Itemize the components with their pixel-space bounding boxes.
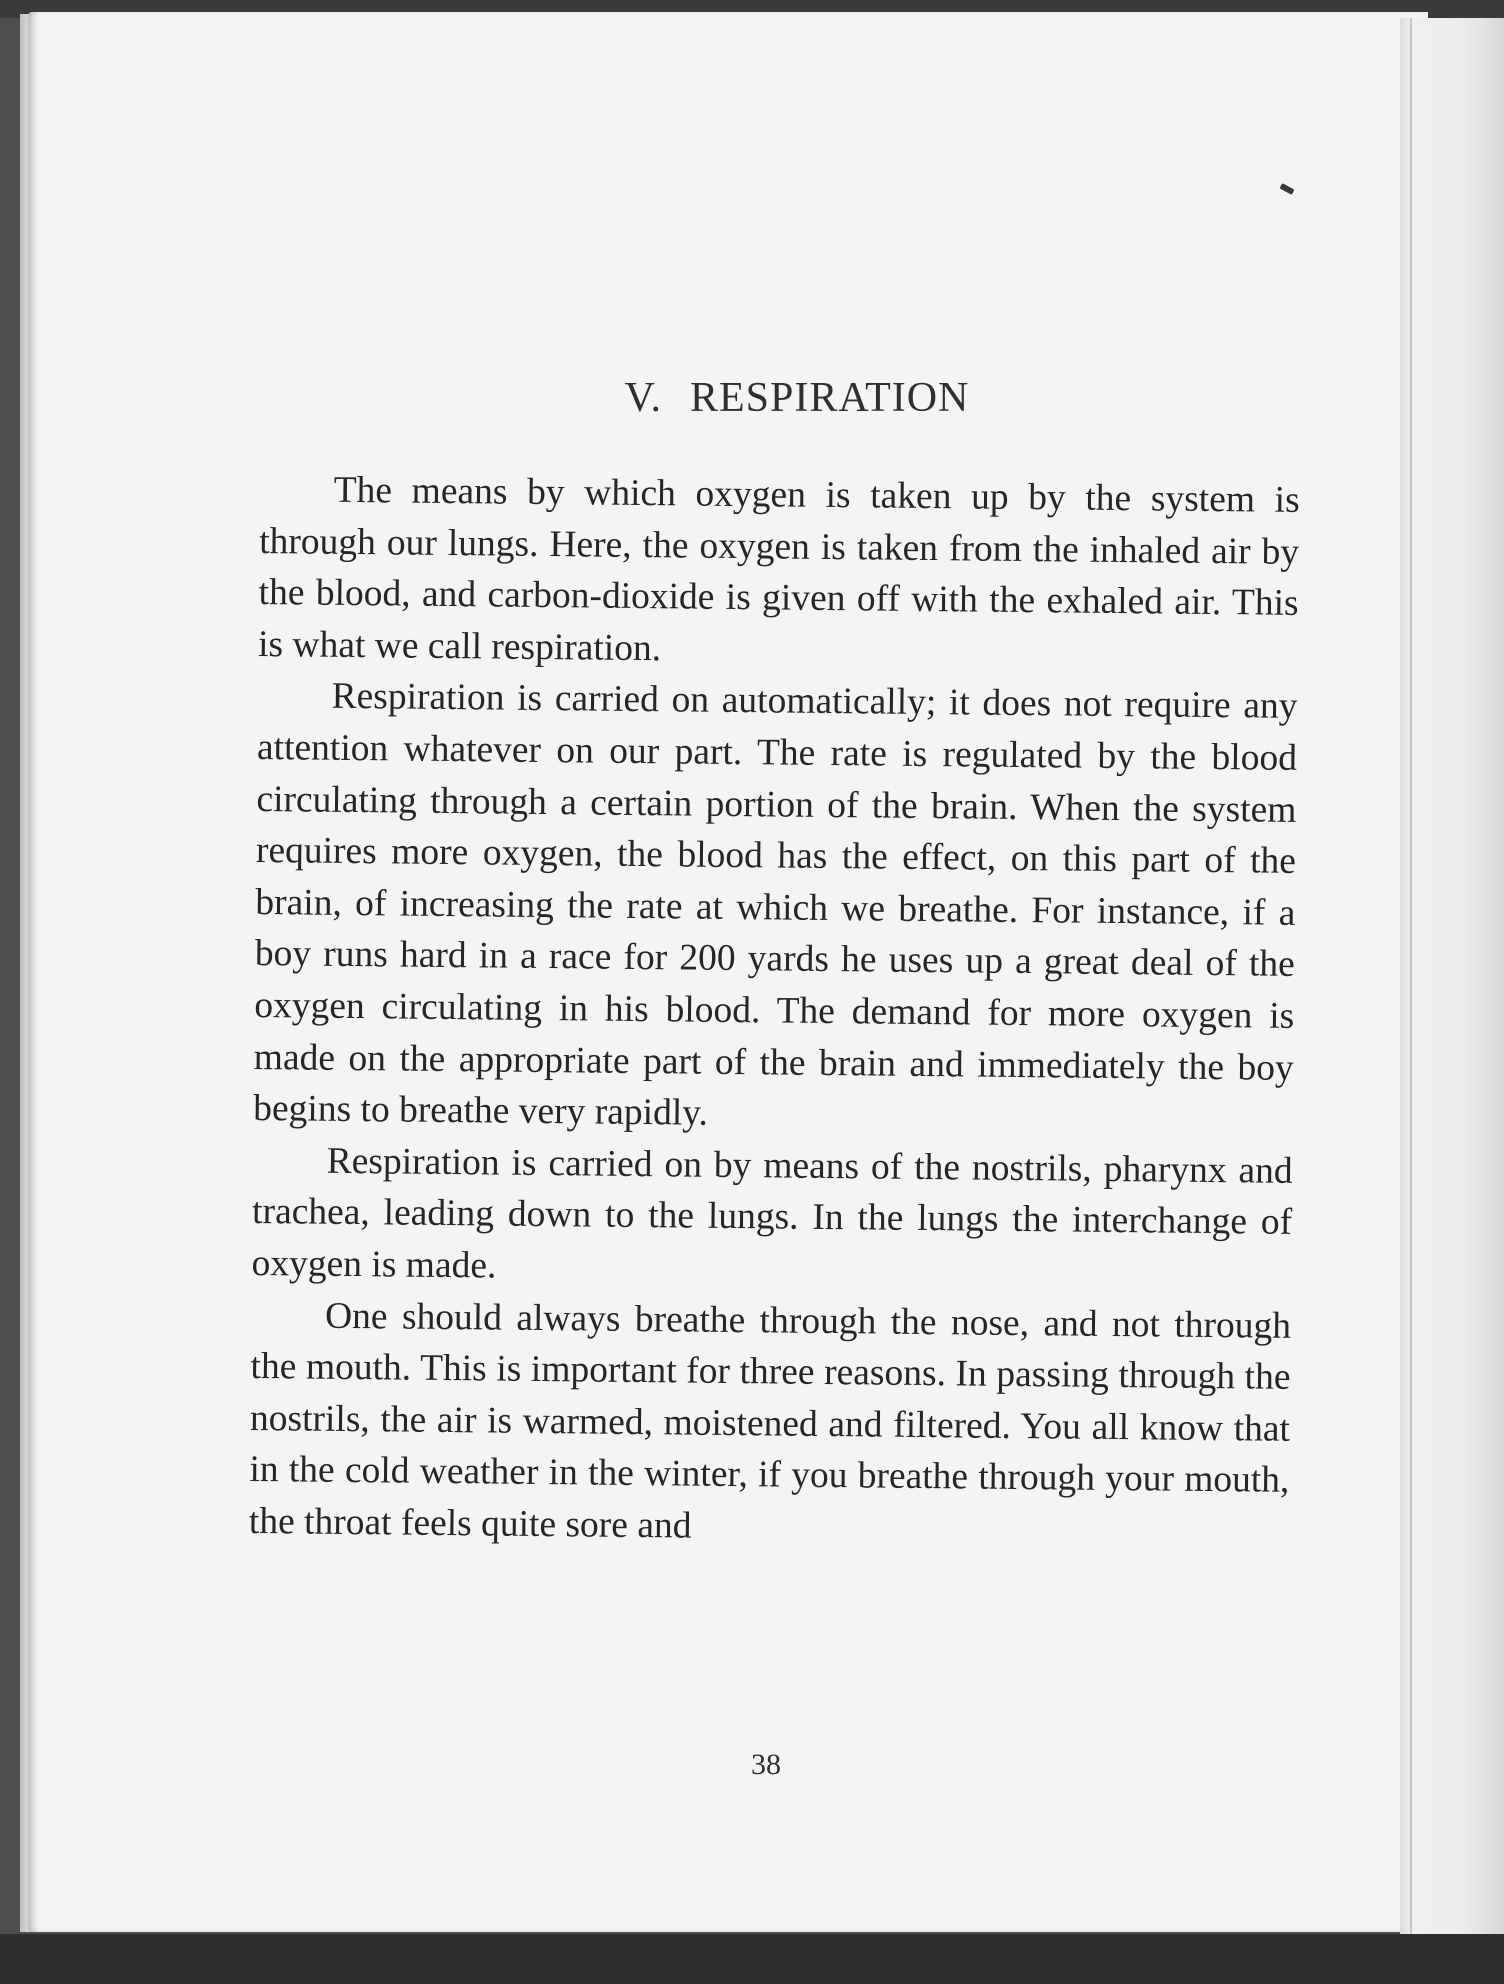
book-page xyxy=(28,12,1428,1932)
paragraph-1: The means by which oxygen is taken up by the system is through our lungs. Here, the oxygen is taken from the inhaled air by the blood, and carbon-dioxide is given off with the exhaled air. This is what we call respiration. xyxy=(257,469,1300,669)
paragraph-2: Respiration is carried on automatically; it does not require any attention whatever on our part. The rate is regulated by the blood circulating through a certain portion of the brain. When the system requires more oxygen, the blood has the effect, on this part of the brain, of increasing the rate at which we breathe. For instance, if a boy runs hard in a race for 200 yards he uses up a great deal of the oxygen circulating in his blood. The demand for more oxygen is made on the appropriate part of the brain and immediately the boy begins to breathe very rapidly. xyxy=(253,676,1298,1134)
paragraph-3: Respiration is carried on by means of the nostrils, pharynx and trachea, leading down to the lungs. In the lungs the interchange of oxygen is made. xyxy=(251,1140,1293,1287)
ink-speck xyxy=(1279,183,1294,195)
chapter-numeral: V. xyxy=(624,375,663,421)
chapter-body xyxy=(249,464,1300,1558)
paragraph-4: One should always breathe through the nose, and not through the mouth. This is important for three reasons. In passing through the nostrils, the air is warmed, moistened and filtered. You all know that in the cold weather in the winter, if you breathe through your mouth, the throat feels quite sore and xyxy=(248,1295,1292,1547)
page-number: 38 xyxy=(751,1748,781,1781)
page-fold-line xyxy=(1410,18,1412,1934)
chapter-heading xyxy=(28,374,1504,422)
chapter-title: RESPIRATION xyxy=(690,375,970,421)
next-page-edge xyxy=(1400,18,1504,1934)
scan-background-bottom xyxy=(0,1934,1504,1984)
